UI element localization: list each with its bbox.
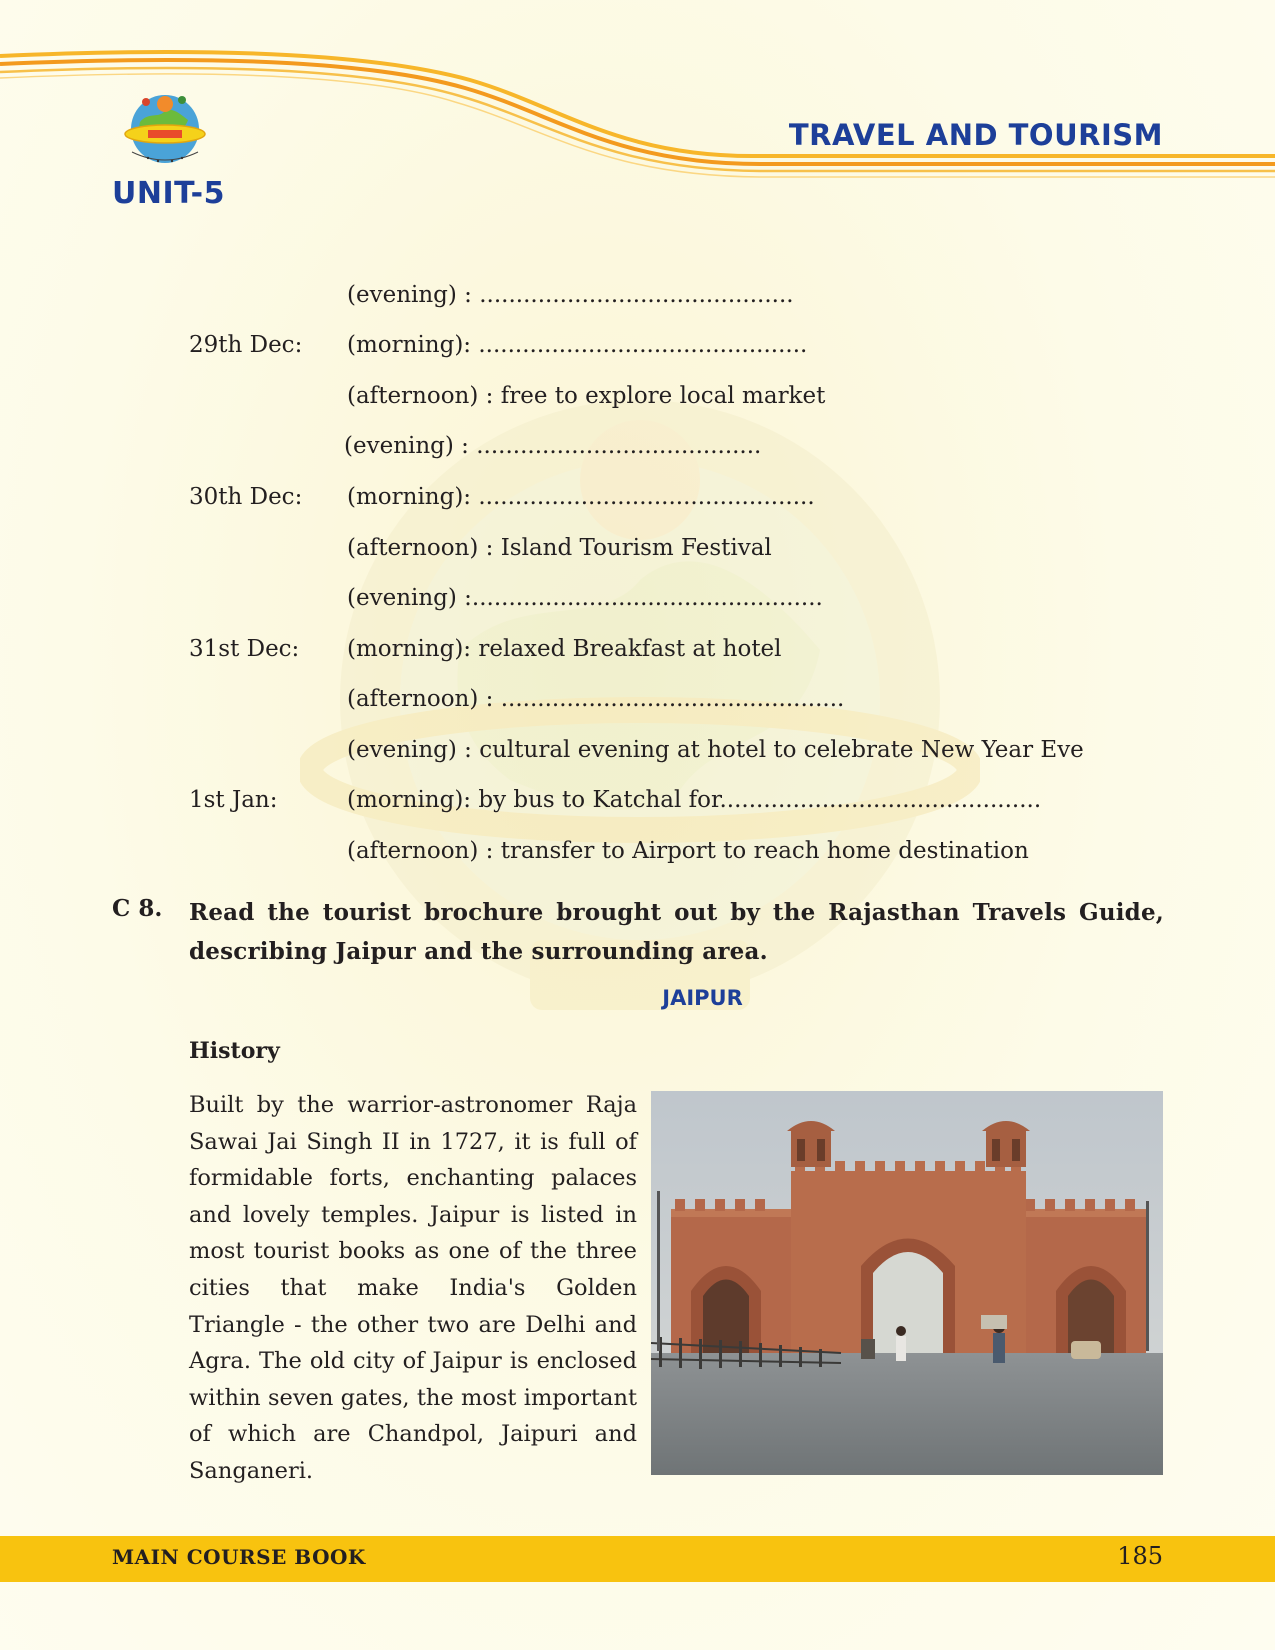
schedule-slot: (afternoon) : transfer to Airport to reach home destination xyxy=(347,838,1029,864)
schedule-slot: (morning): relaxed Breakfast at hotel xyxy=(347,636,782,662)
schedule-slot: (afternoon) : ............................................... xyxy=(347,686,845,712)
schedule-day: 29th Dec: xyxy=(189,332,303,358)
schedule-slot: (afternoon) : Island Tourism Festival xyxy=(347,535,772,561)
unit-label: UNIT-5 xyxy=(112,176,226,211)
brochure-heading: JAIPUR xyxy=(662,986,743,1010)
schedule-slot: (evening) : ........................................... xyxy=(347,282,794,308)
schedule-day: 31st Dec: xyxy=(189,636,300,662)
question-number: C 8. xyxy=(112,895,163,922)
schedule-day: 30th Dec: xyxy=(189,484,303,510)
jaipur-gate-photo xyxy=(651,1091,1163,1475)
page-number: 185 xyxy=(1117,1542,1163,1570)
schedule-slot: (morning): ............................................. xyxy=(347,332,808,358)
cbse-logo xyxy=(118,82,212,176)
schedule-slot: (evening) : ....................................... xyxy=(344,433,762,459)
schedule-slot: (morning): by bus to Katchal for............................................ xyxy=(347,787,1042,813)
unit-title: TRAVEL AND TOURISM xyxy=(788,118,1163,152)
schedule-slot: (afternoon) : free to explore local market xyxy=(347,383,826,409)
question-text: Read the tourist brochure brought out by the Rajasthan Travels Guide, describing Jaipur and the surrounding area. xyxy=(189,899,1164,965)
footer-book-title: MAIN COURSE BOOK xyxy=(112,1545,366,1569)
schedule-slot: (evening) :................................................ xyxy=(347,585,823,611)
schedule-slot: (morning): .............................................. xyxy=(347,484,815,510)
history-paragraph: Built by the warrior-astronomer Raja Sawai Jai Singh II in 1727, it is full of formidable forts, enchanting palaces and lovely temples. Jaipur is listed in most tourist books as one of the three cities that make India's Golden Triangle - the other two are Delhi and Agra. The old city of Jaipur is enclosed within seven gates, the most important of which are Chandpol, Jaipuri and Sanganeri. xyxy=(189,1092,637,1484)
schedule-slot: (evening) : cultural evening at hotel to celebrate New Year Eve xyxy=(347,737,1084,763)
section-heading: History xyxy=(189,1038,280,1064)
schedule-day: 1st Jan: xyxy=(189,787,278,813)
